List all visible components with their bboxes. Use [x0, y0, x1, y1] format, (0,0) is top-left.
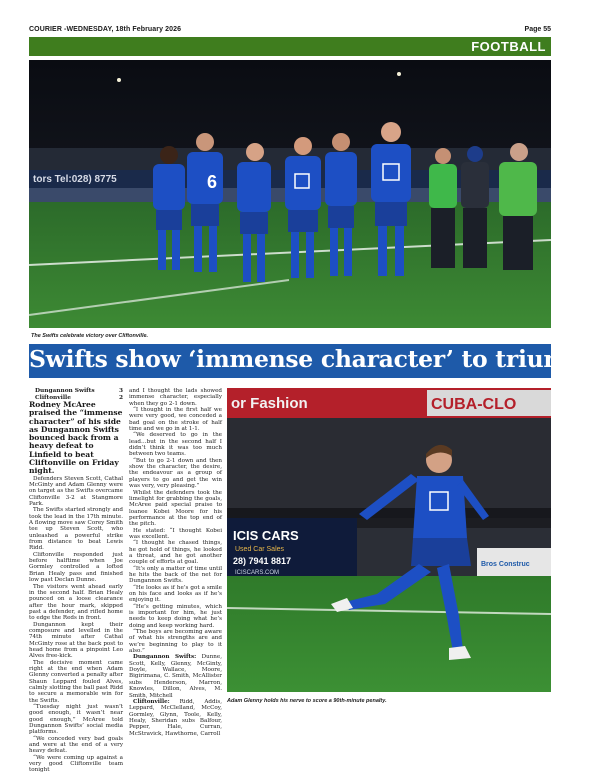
- article-column-2: [129, 388, 222, 737]
- lineup-label: Cliftonville:: [133, 698, 170, 705]
- paragraph: Whilst the defenders took the limelight for grabbing the goals, McAree paid special praise to loanee Kobei Moore for his performance at the top end of the pitch.: [129, 489, 222, 528]
- section-label: FOOTBALL: [471, 39, 546, 54]
- banner-right: CUBA-CLO: [431, 396, 517, 413]
- paragraph: “We were coming up against a very good Cliftonville team tonight: [29, 754, 123, 774]
- lineup-swifts: [129, 654, 222, 698]
- paragraph: “But to go 2-1 down and then show the character, the desire, the endeavour as a group of players to go and get the win was very, very pleasing.”: [129, 457, 222, 490]
- paragraph: The visitors went ahead early in the second half. Brian Healy pounced on a loose clearance after the hour mark, skipped past a defender, and rifled home to edge the Reds in front.: [29, 583, 123, 622]
- paragraph: “He looks as if he’s got a smile on his face and looks as if he’s enjoying it.: [129, 584, 222, 604]
- paragraph: He stated: “I thought Kobei was excellent.: [129, 527, 222, 540]
- score-goals: 2: [118, 394, 123, 401]
- paragraph: Defenders Steven Scott, Cathal McGinty and Adam Glenny were on target as the Swifts overcame Cliftonville 3-2 at Stangmore Park.: [29, 475, 123, 508]
- penalty-photo: [227, 388, 551, 692]
- paragraph: “We conceded very bad goals and were at the end of a very heavy defeat.: [29, 735, 123, 755]
- article-lead: Rodney McAree praised the “immense character” of his side as Dungannon Swifts bounced back from a heavy defeat to Linfield to beat Cliftonville on Friday night.: [29, 400, 123, 476]
- hoarding-text: tors Tel:028) 8775: [33, 174, 117, 185]
- paragraph: “We deserved to go in the lead…but in the second half I didn’t think it was too much between two teams.: [129, 432, 222, 458]
- lineup-text: Dunne, Scott, Kelly, Glenny, McGinty, Doyle, Wallace, Moore, Bigirimana, C. Smith, McAllister subs Henderson, Marron, Knowles, Dillon, Alves, M. Smith, Mitchell: [129, 654, 222, 699]
- headline-bar: [29, 344, 601, 378]
- score-team: Cliftonville: [35, 394, 71, 401]
- penalty-illustration: [227, 388, 551, 692]
- section-bar: [29, 37, 551, 56]
- paragraph: “I thought in the first half we were very good, we conceded a bad goal on the stroke of half time and we go in at 1-1.: [129, 407, 222, 433]
- paragraph: The Swifts started strongly and took the lead in the 17th minute. A flowing move saw Corey Smith tee up Steven Scott, who unleashed a powerful strike from distance to beat Lewis Ridd.: [29, 507, 123, 552]
- article-column-1: [29, 388, 123, 774]
- board-line-1: ICIS CARS: [233, 528, 299, 543]
- page-number: Page 55: [524, 26, 551, 33]
- banner-left: or Fashion: [231, 395, 308, 412]
- paragraph: and I thought the lads showed immense character, especially when they go 2-1 down.: [129, 388, 222, 407]
- team-celebration-photo: [29, 60, 551, 328]
- board-line-4: ICISCARS.COM: [235, 570, 280, 576]
- headline: Swifts show ‘immense character’ to triumph: [29, 345, 601, 373]
- board-line-3: 28) 7941 8817: [233, 556, 292, 566]
- score-team: Dungannon Swifts: [35, 388, 95, 394]
- paragraph: The decisive moment came right at the end when Adam Glenny converted a penalty after Shaun Leppard fouled Alves, calmly slotting the ball past Ridd to secure a memorable win for the Swifts.: [29, 659, 123, 704]
- score-goals: 3: [118, 388, 123, 394]
- photo-caption-bottom: Adam Glenny holds his nerve to score a 90th-minute penalty.: [227, 698, 387, 704]
- paragraph: “He’s getting minutes, which is important for him, he just needs to keep doing what he’s doing and keep working hard.: [129, 603, 222, 629]
- paragraph: Cliftonville responded just before halftime when Joe Gormley controlled a lofted Brian Healy pass and finished low past Declan Dunne.: [29, 551, 123, 584]
- board-right: Bros Construc: [481, 561, 530, 568]
- lineup-label: Dungannon Swifts:: [133, 654, 197, 661]
- masthead-date: COURIER -WEDNESDAY, 18th February 2026: [29, 26, 182, 33]
- lineup-text: Ridd, Addis, Leppard, McClelland, McCoy, Gormley, Glynn, Toole, Kelly, Healy, Sheridan subs Balfour, Pepper, Hale, Curran, McStravick, Hawthorne, Carroll: [129, 698, 223, 737]
- shirt-number: 6: [207, 172, 218, 192]
- photo-caption-top: The Swifts celebrate victory over Cliftonville.: [31, 333, 149, 339]
- paragraph: “I thought he chased things, he got hold of things, he looked a threat, and he got another couple of efforts at goal.: [129, 540, 222, 566]
- paragraph: “Tuesday night just wasn’t good enough, it wasn’t near good enough,” McAree told Dungannon Swifts’ social media platforms.: [29, 704, 123, 736]
- lineup-cliftonville: [129, 699, 222, 737]
- paragraph: Dungannon kept their composure and levelled in the 74th minute after Cathal McGinty rose at the back post to head home from a pinpoint Leo Alves free-kick.: [29, 621, 123, 660]
- board-line-2: Used Car Sales: [235, 546, 285, 553]
- paragraph: “It’s only a matter of time until he hits the back of the net for Dungannon Swifts.: [129, 565, 222, 585]
- team-celebration-illustration: [29, 60, 551, 328]
- paragraph: “The boys are becoming aware of what his strengths are and we’re beginning to play to it also.”: [129, 629, 222, 655]
